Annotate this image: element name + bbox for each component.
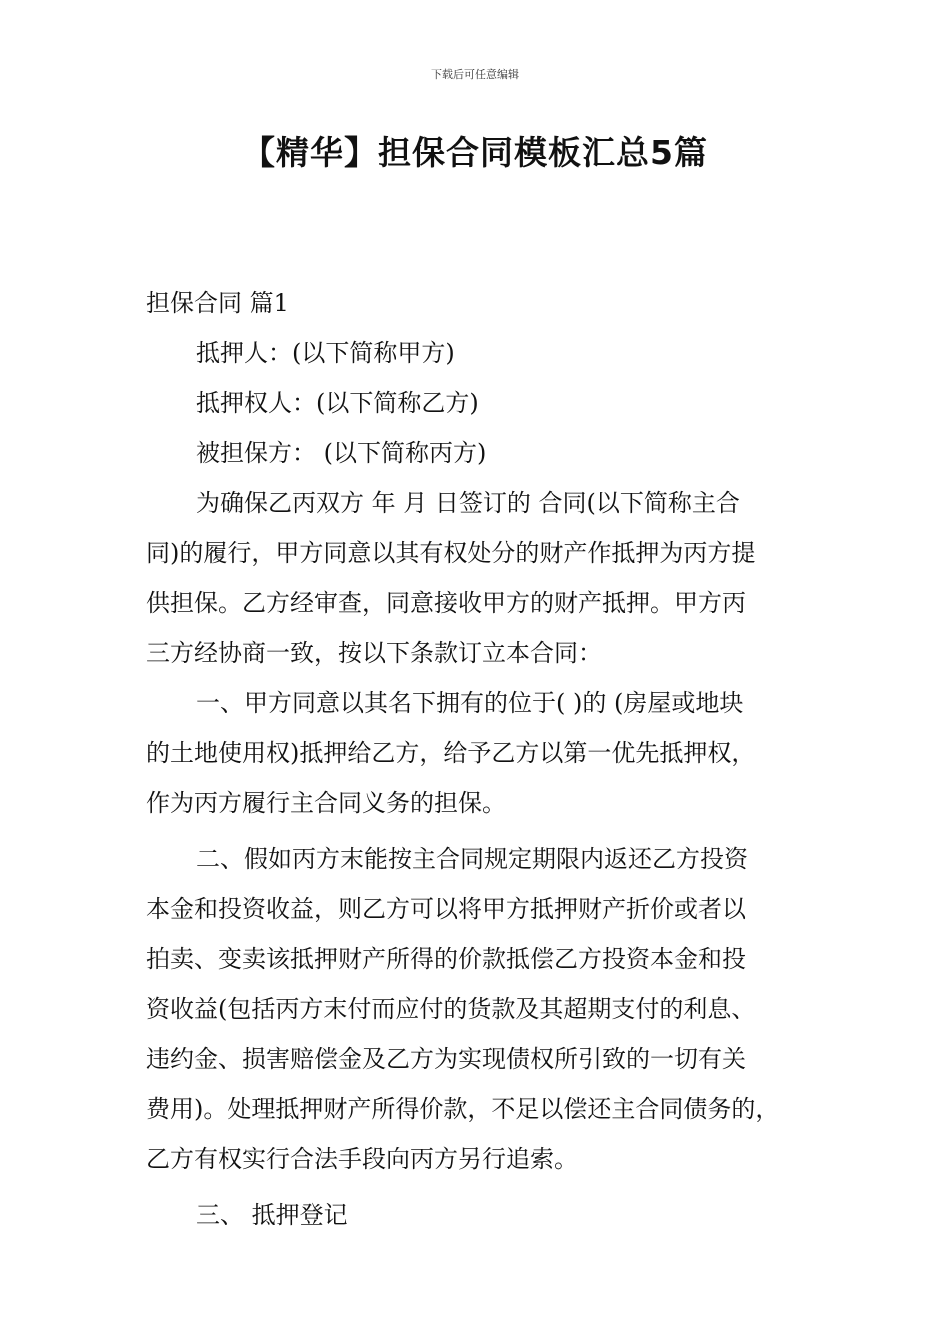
paragraph-line: 拍卖、变卖该抵押财产所得的价款抵偿乙方投资本金和投 xyxy=(146,945,746,973)
paragraph-line: 作为丙方履行主合同义务的担保。 xyxy=(146,789,506,817)
party-guaranteed: 被担保方： (以下简称丙方) xyxy=(196,439,487,467)
section-heading: 担保合同 篇1 xyxy=(146,289,289,317)
paragraph-line: 本金和投资收益，则乙方可以将甲方抵押财产折价或者以 xyxy=(146,895,746,923)
document-title: 【精华】担保合同模板汇总5篇 xyxy=(242,133,708,172)
paragraph-line: 一、甲方同意以其名下拥有的位于( )的 (房屋或地块 xyxy=(196,689,744,717)
paragraph-line: 为确保乙丙双方 年 月 日签订的 合同(以下简称主合 xyxy=(196,489,740,517)
paragraph-line: 的土地使用权)抵押给乙方，给予乙方以第一优先抵押权， xyxy=(146,739,756,767)
paragraph-line: 三方经协商一致，按以下条款订立本合同： xyxy=(146,639,602,667)
paragraph-line: 乙方有权实行合法手段向丙方另行追索。 xyxy=(146,1145,578,1173)
paragraph-line: 资收益(包括丙方末付而应付的货款及其超期支付的利息、 xyxy=(146,995,756,1023)
clause-1-paragraph xyxy=(146,678,810,828)
paragraph-line: 同)的履行，甲方同意以其有权处分的财产作抵押为丙方提 xyxy=(146,539,756,567)
intro-paragraph xyxy=(146,478,810,678)
party-mortgagor: 抵押人：(以下简称甲方) xyxy=(196,339,455,367)
paragraph-line: 违约金、损害赔偿金及乙方为实现债权所引致的一切有关 xyxy=(146,1045,746,1073)
party-mortgagee: 抵押权人：(以下简称乙方) xyxy=(196,389,479,417)
paragraph-line: 费用)。处理抵押财产所得价款，不足以偿还主合同债务的， xyxy=(146,1095,780,1123)
document-body xyxy=(146,278,810,1240)
header-note: 下载后可任意编辑 xyxy=(431,68,519,81)
paragraph-line: 二、假如丙方末能按主合同规定期限内返还乙方投资 xyxy=(196,845,748,873)
clause-3-heading: 三、 抵押登记 xyxy=(196,1201,348,1229)
clause-2-paragraph xyxy=(146,834,810,1184)
paragraph-line: 供担保。乙方经审查，同意接收甲方的财产抵押。甲方丙 xyxy=(146,589,746,617)
